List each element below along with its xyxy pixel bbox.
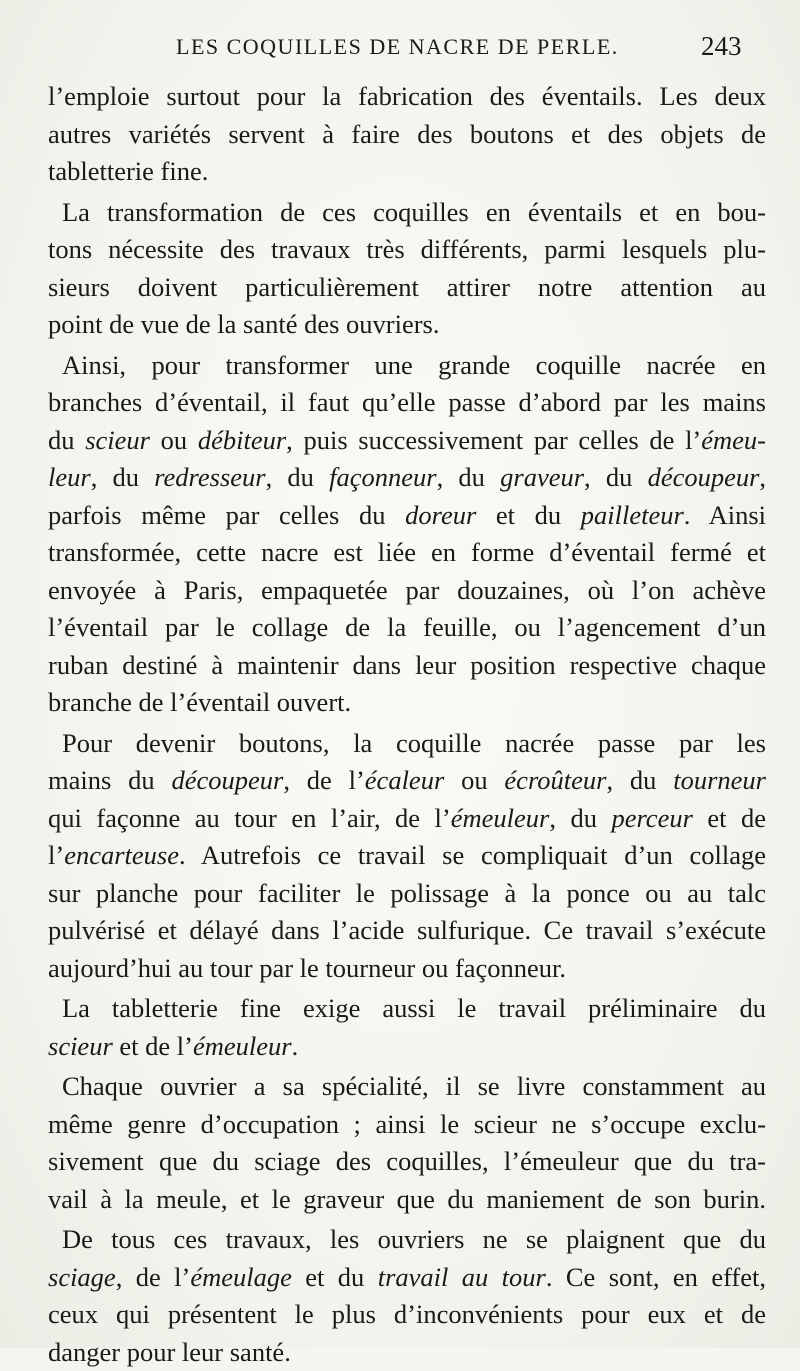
text-line <box>48 1181 766 1219</box>
text-line <box>48 1143 766 1181</box>
text-segment: ruban destiné à maintenir dans leur position respective chaque <box>48 650 766 680</box>
text-line <box>48 153 766 191</box>
text-line <box>48 950 766 988</box>
text-line <box>48 459 766 497</box>
italic-term: doreur <box>405 500 476 530</box>
text-line <box>48 1221 766 1259</box>
text-segment: et de l’ <box>113 1031 193 1061</box>
italic-term: graveur <box>500 462 584 492</box>
italic-term: émeuleur <box>193 1031 292 1061</box>
italic-term: façonneur <box>329 462 436 492</box>
text-line <box>48 990 766 1028</box>
italic-term: écaleur <box>365 765 444 795</box>
text-segment: point de vue de la santé des ouvriers. <box>48 309 440 339</box>
text-line <box>48 422 766 460</box>
text-segment: autres variétés servent à faire des boutons et des objets de <box>48 119 766 149</box>
italic-term: leur <box>48 462 91 492</box>
text-segment: transformée, cette nacre est liée en forme d’éventail fermé et <box>48 537 766 567</box>
text-segment: aujourd’hui au tour par le tourneur ou façonneur. <box>48 953 566 983</box>
text-line <box>48 116 766 154</box>
text-segment: De tous ces travaux, les ouvriers ne se plaignent que du <box>62 1224 766 1254</box>
text-segment: . Ainsi <box>684 500 766 530</box>
italic-term: découpeur <box>648 462 760 492</box>
text-segment: Ainsi, pour transformer une grande coquille nacrée en <box>62 350 766 380</box>
text-segment: envoyée à Paris, empaquetée par douzaines, où l’on achève <box>48 575 766 605</box>
text-line <box>48 497 766 535</box>
text-segment: ou <box>444 765 504 795</box>
running-title: LES COQUILLES DE NACRE DE PERLE. <box>176 34 619 60</box>
text-segment: , du <box>606 765 673 795</box>
text-line <box>48 534 766 572</box>
text-line <box>48 725 766 763</box>
text-segment: même genre d’occupation ; ainsi le scieur ne s’occupe exclu- <box>48 1109 766 1139</box>
italic-term: pailleteur <box>581 500 684 530</box>
text-segment: vail à la meule, et le graveur que du maniement de son burin. <box>48 1184 766 1214</box>
text-segment: tabletterie fine. <box>48 156 208 186</box>
text-segment: pulvérisé et délayé dans l’acide sulfurique. Ce travail s’exécute <box>48 915 766 945</box>
text-segment: , du <box>584 462 648 492</box>
text-segment: , du <box>437 462 501 492</box>
text-line <box>48 837 766 875</box>
text-line <box>48 1259 766 1297</box>
text-segment: mains du <box>48 765 171 795</box>
text-line <box>48 1296 766 1334</box>
italic-term: émeu- <box>701 425 766 455</box>
text-line <box>48 269 766 307</box>
text-segment: branches d’éventail, il faut qu’elle passe d’abord par les mains <box>48 387 766 417</box>
italic-term: scieur <box>85 425 150 455</box>
text-line <box>48 78 766 116</box>
page-header <box>0 34 800 68</box>
text-segment: qui façonne au tour en l’air, de l’ <box>48 803 451 833</box>
text-segment: . Ce sont, en effet, <box>546 1262 766 1292</box>
text-segment: , du <box>91 462 155 492</box>
text-line <box>48 912 766 950</box>
text-segment: et du <box>292 1262 378 1292</box>
text-line <box>48 384 766 422</box>
text-segment: du <box>48 425 85 455</box>
text-line <box>48 609 766 647</box>
text-line <box>48 306 766 344</box>
text-line <box>48 572 766 610</box>
text-segment: , de l’ <box>283 765 364 795</box>
text-segment: Chaque ouvrier a sa spécialité, il se livre constamment au <box>62 1071 766 1101</box>
text-line <box>48 647 766 685</box>
text-segment: sivement que du sciage des coquilles, l’émeuleur que du tra- <box>48 1146 766 1176</box>
text-line <box>48 1028 766 1066</box>
text-segment: l’emploie surtout pour la fabrication des éventails. Les deux <box>48 81 766 111</box>
text-segment: parfois même par celles du <box>48 500 405 530</box>
text-segment: , <box>759 462 766 492</box>
text-line <box>48 684 766 722</box>
text-line <box>48 347 766 385</box>
text-line <box>48 194 766 232</box>
text-segment: sieurs doivent particulièrement attirer notre attention au <box>48 272 766 302</box>
text-segment: ou <box>150 425 198 455</box>
body-text <box>48 78 766 1371</box>
text-segment: , du <box>549 803 611 833</box>
text-segment: l’éventail par le collage de la feuille, ou l’agencement d’un <box>48 612 766 642</box>
text-line <box>48 875 766 913</box>
italic-term: émeuleur <box>451 803 550 833</box>
text-line <box>48 1106 766 1144</box>
text-segment: . Autrefois ce travail se compliquait d’un collage <box>179 840 766 870</box>
text-segment: ceux qui présentent le plus d’inconvénients pour eux et de <box>48 1299 766 1329</box>
text-segment: sur planche pour faciliter le polissage à la ponce ou au talc <box>48 878 766 908</box>
text-line <box>48 1334 766 1371</box>
text-segment: Pour devenir boutons, la coquille nacrée passe par les <box>62 728 766 758</box>
text-segment: La transformation de ces coquilles en éventails et en bou- <box>62 197 766 227</box>
text-segment: danger pour leur santé. <box>48 1337 291 1367</box>
text-segment: La tabletterie fine exige aussi le travail préliminaire du <box>62 993 766 1023</box>
text-segment: tons nécessite des travaux très différents, parmi lesquels plu- <box>48 234 766 264</box>
italic-term: encarteuse <box>64 840 179 870</box>
text-line <box>48 762 766 800</box>
text-segment: , du <box>266 462 330 492</box>
italic-term: tourneur <box>673 765 766 795</box>
italic-term: perceur <box>611 803 692 833</box>
text-segment: . <box>292 1031 299 1061</box>
text-segment: , puis successivement par celles de l’ <box>286 425 701 455</box>
italic-term: redresseur <box>154 462 265 492</box>
italic-term: sciage <box>48 1262 116 1292</box>
text-line <box>48 1068 766 1106</box>
text-segment: et de <box>693 803 766 833</box>
text-segment: branche de l’éventail ouvert. <box>48 687 351 717</box>
text-line <box>48 800 766 838</box>
italic-term: émeulage <box>190 1262 292 1292</box>
italic-term: travail au tour <box>378 1262 546 1292</box>
italic-term: débiteur <box>198 425 286 455</box>
text-line <box>48 231 766 269</box>
italic-term: écroûteur <box>504 765 606 795</box>
italic-term: découpeur <box>171 765 283 795</box>
text-segment: l’ <box>48 840 64 870</box>
page-number: 243 <box>701 31 742 62</box>
text-segment: et du <box>476 500 580 530</box>
italic-term: scieur <box>48 1031 113 1061</box>
text-segment: , de l’ <box>116 1262 191 1292</box>
